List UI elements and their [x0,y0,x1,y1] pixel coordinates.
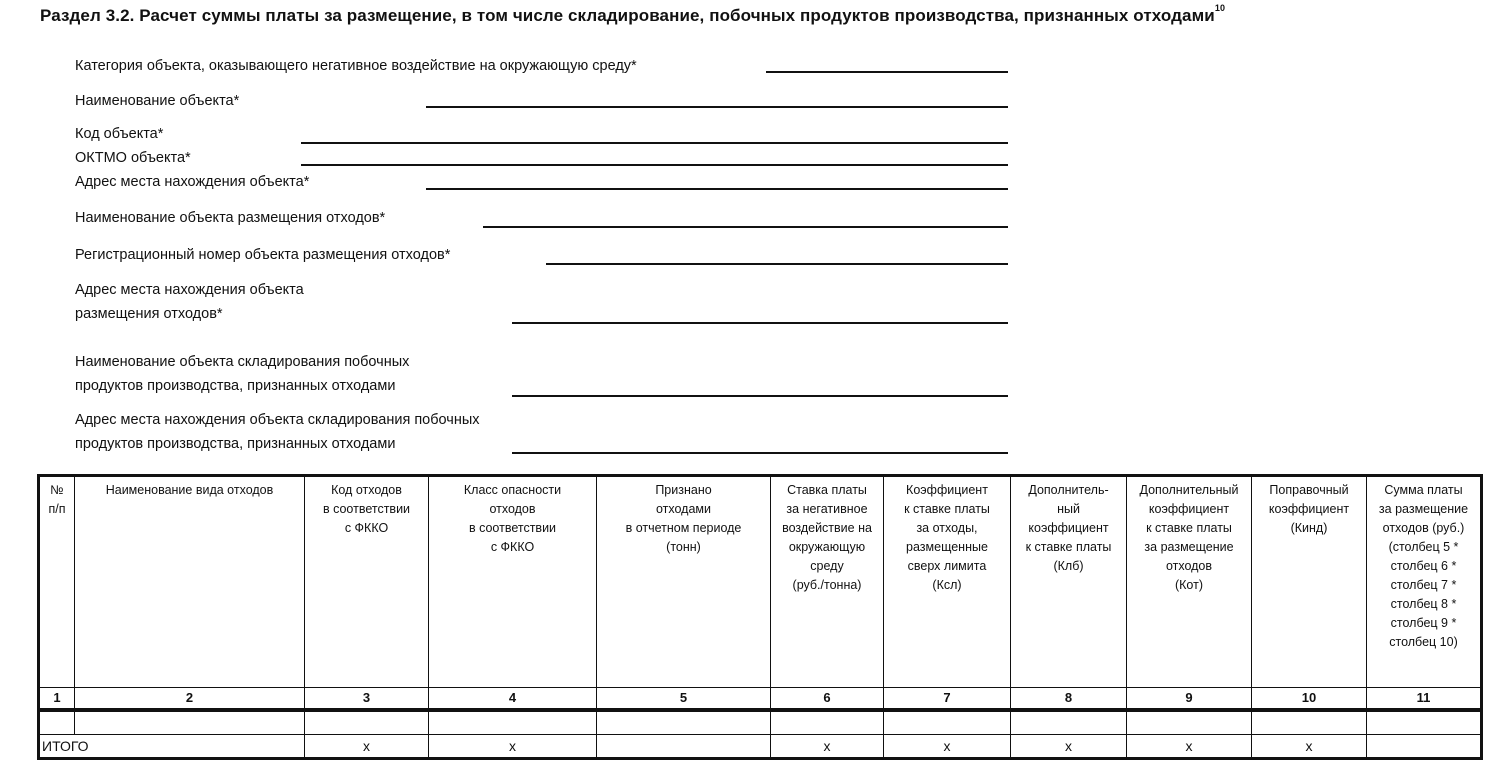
field-label-object-code: Код объекта* [75,126,164,142]
total-cell: x [1252,735,1367,759]
waste-payment-table [37,474,1483,760]
table-cell[interactable] [305,710,429,735]
col-header-hazard-class: Класс опасности отходов в соответствии с ФККО [429,476,597,688]
table-cell[interactable] [429,710,597,735]
footnote-marker: 10 [1214,3,1226,14]
field-input-object-name[interactable] [426,106,1008,108]
total-row [39,735,1482,759]
field-label-waste-site-address: Адрес места нахождения объекта размещения отходов* [75,282,304,322]
column-number: 10 [1252,688,1367,711]
table-row [39,710,1482,735]
field-label-object-address: Адрес места нахождения объекта* [75,174,310,190]
column-number: 8 [1011,688,1127,711]
total-cell: x [305,735,429,759]
field-input-object-code[interactable] [301,142,1008,144]
table-cell[interactable] [884,710,1011,735]
col-header-coef-klb: Дополнитель- ный коэффициент к ставке платы (Клб) [1011,476,1127,688]
field-input-category[interactable] [766,71,1008,73]
table-cell[interactable] [39,710,75,735]
column-number: 11 [1367,688,1482,711]
total-cell[interactable] [597,735,771,759]
col-header-rate: Ставка платы за негативное воздействие на окружающую среду (руб./тонна) [771,476,884,688]
total-cell: x [429,735,597,759]
column-number: 4 [429,688,597,711]
total-cell: x [884,735,1011,759]
field-input-object-address[interactable] [426,188,1008,190]
column-number: 9 [1127,688,1252,711]
field-label-storage-site-name: Наименование объекта складирования побочных продуктов производства, признанных отходами [75,354,410,394]
col-header-coef-ksl: Коэффициент к ставке платы за отходы, размещенные сверх лимита (Ксл) [884,476,1011,688]
table-cell[interactable] [1011,710,1127,735]
table-cell[interactable] [75,710,305,735]
field-label-waste-site-reg-number: Регистрационный номер объекта размещения отходов* [75,247,451,263]
field-label-storage-site-address: Адрес места нахождения объекта складирования побочных продуктов производства, признанных отходами [75,412,480,452]
column-number: 2 [75,688,305,711]
col-header-waste-type: Наименование вида отходов [75,476,305,688]
total-cell: x [1011,735,1127,759]
column-number: 5 [597,688,771,711]
field-input-waste-site-reg-number[interactable] [546,263,1008,265]
field-label-category: Категория объекта, оказывающего негативное воздействие на окружающую среду* [75,58,637,74]
table-header-row [39,476,1482,688]
col-header-payment-sum: Сумма платы за размещение отходов (руб.) (столбец 5 * столбец 6 * столбец 7 * столбец 8 * столбец 9 * столбец 10) [1367,476,1482,688]
section-title-text: Раздел 3.2. Расчет суммы платы за размещение, в том числе складирование, побочных продуктов производства, признанных отходами [40,6,1215,25]
table-cell[interactable] [1252,710,1367,735]
col-header-coef-kind: Поправочный коэффициент (Кинд) [1252,476,1367,688]
col-header-recognized-tons: Признано отходами в отчетном периоде (тонн) [597,476,771,688]
column-numbers-row [39,688,1482,711]
col-header-number: № п/п [39,476,75,688]
col-header-coef-kot: Дополнительный коэффициент к ставке платы за размещение отходов (Кот) [1127,476,1252,688]
column-number: 3 [305,688,429,711]
table-cell[interactable] [1127,710,1252,735]
field-input-storage-site-name[interactable] [512,395,1008,397]
table-cell[interactable] [771,710,884,735]
total-cell[interactable] [1367,735,1482,759]
total-label: ИТОГО [39,735,305,759]
table-cell[interactable] [597,710,771,735]
column-number: 6 [771,688,884,711]
col-header-waste-code: Код отходов в соответствии с ФККО [305,476,429,688]
field-label-oktmo: ОКТМО объекта* [75,150,191,166]
table-cell[interactable] [1367,710,1482,735]
column-number: 7 [884,688,1011,711]
section-title [40,3,1226,26]
field-input-waste-site-address[interactable] [512,322,1008,324]
field-label-waste-site-name: Наименование объекта размещения отходов* [75,210,386,226]
field-label-object-name: Наименование объекта* [75,93,240,109]
column-number: 1 [39,688,75,711]
field-input-storage-site-address[interactable] [512,452,1008,454]
total-cell: x [771,735,884,759]
field-input-oktmo[interactable] [301,164,1008,166]
total-cell: x [1127,735,1252,759]
field-input-waste-site-name[interactable] [483,226,1008,228]
